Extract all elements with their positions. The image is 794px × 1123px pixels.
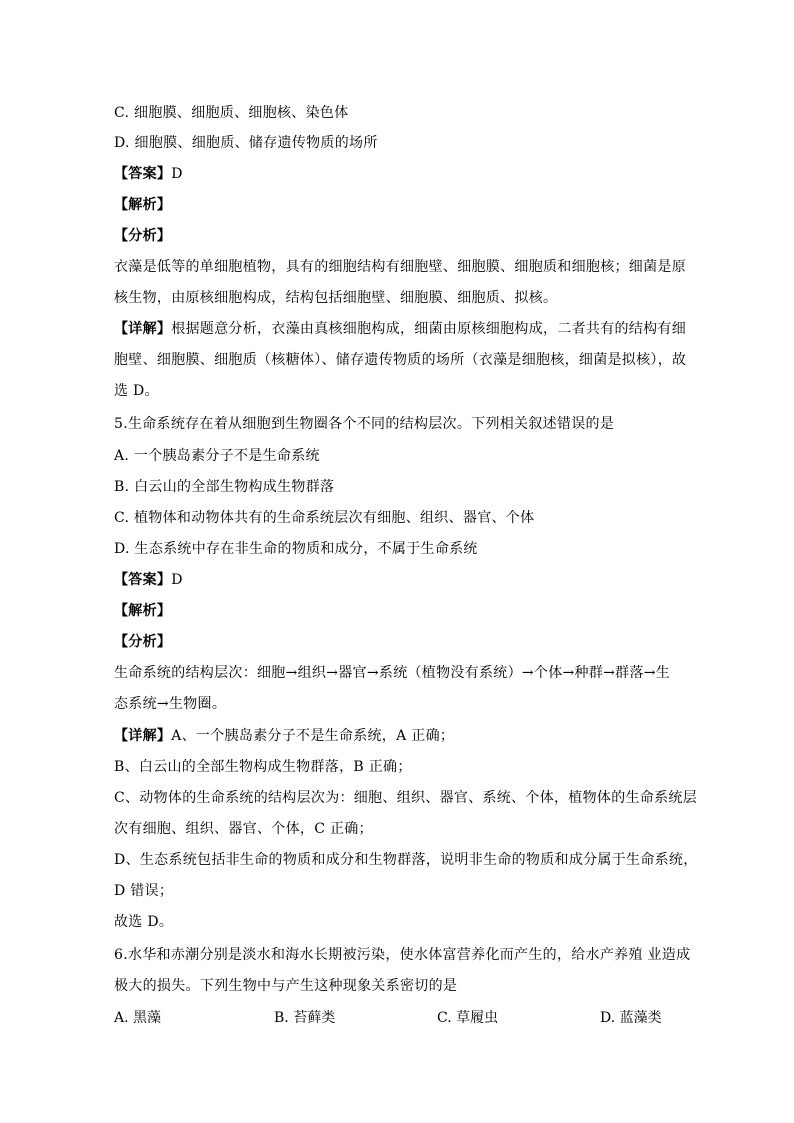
q5-stem: 5.生命系统存在着从细胞到生物圈各个不同的结构层次。下列相关叙述错误的是 (114, 416, 615, 432)
q6-option-c: C. 草履虫 (437, 1010, 499, 1026)
detail-text: 根据题意分析，衣藻由真核细胞构成，细菌由原核细胞构成，二者共有的结构有细 (171, 321, 687, 337)
q5-detail-d-line-2: D 错误； (114, 883, 174, 899)
q5-answer (114, 570, 694, 590)
q5-detail-b: B、白云山的全部生物构成生物群落，B 正确； (114, 759, 412, 775)
q6-stem-line-1: 6.水华和赤潮分别是淡水和海水长期被污染，使水体富营养化而产生的，给水产养殖 业造成 (114, 947, 691, 963)
q5-detail-c-line-2: 次有细胞、组织、器官、个体，C 正确； (114, 821, 373, 837)
q5-fenxi-tag: 【分析】 (114, 634, 172, 650)
q4-detail-line-3: 选 D。 (114, 383, 159, 399)
answer-tag: 【答案】 (114, 166, 172, 182)
q5-detail-a (114, 726, 694, 746)
q5-option-d: D. 生态系统中存在非生命的物质和成分，不属于生命系统 (114, 541, 478, 557)
q6-options-row (114, 1008, 694, 1028)
q4-jiexi-tag: 【解析】 (114, 197, 172, 213)
q5-conclusion: 故选 D。 (114, 914, 174, 930)
q6-option-d: D. 蓝藻类 (600, 1010, 662, 1026)
q5-detail-d-line-1: D、生态系统包括非生命的物质和成分和生物群落，说明非生命的物质和成分属于生命系统， (114, 852, 698, 868)
answer-value: D (171, 166, 183, 182)
q4-analysis-line-2: 核生物，由原核细胞构成，结构包括细胞壁、细胞膜、细胞质、拟核。 (114, 290, 558, 306)
detail-tag: 【详解】 (114, 321, 172, 337)
q4-detail-line-1 (114, 319, 694, 339)
q6-option-b: B. 苔藓类 (274, 1010, 336, 1026)
q5-analysis-line-1: 生命系统的结构层次：细胞→组织→器官→系统（植物没有系统）→个体→种群→群落→生 (114, 665, 671, 681)
q6-option-a: A. 黑藻 (114, 1010, 162, 1026)
q4-option-d: D. 细胞膜、细胞质、储存遗传物质的场所 (114, 135, 378, 151)
q5-analysis-line-2: 态系统→生物圈。 (114, 696, 227, 712)
q5-option-c: C. 植物体和动物体共有的生命系统层次有细胞、组织、器官、个体 (114, 510, 535, 526)
q5-jiexi-tag: 【解析】 (114, 603, 172, 619)
q4-answer (114, 164, 694, 184)
q4-option-c: C. 细胞膜、细胞质、细胞核、染色体 (114, 105, 349, 121)
detail-tag: 【详解】 (114, 728, 172, 744)
q5-detail-c-line-1: C、动物体的生命系统的结构层次为：细胞、组织、器官、系统、个体，植物体的生命系统层 (114, 790, 698, 806)
answer-value: D (171, 572, 183, 588)
detail-text: A、一个胰岛素分子不是生命系统，A 正确； (171, 728, 455, 744)
q5-option-a: A. 一个胰岛素分子不是生命系统 (114, 448, 320, 464)
answer-tag: 【答案】 (114, 572, 172, 588)
q5-option-b: B. 白云山的全部生物构成生物群落 (114, 479, 335, 495)
q4-analysis-line-1: 衣藻是低等的单细胞植物，具有的细胞结构有细胞壁、细胞膜、细胞质和细胞核；细菌是原 (114, 259, 686, 275)
q6-stem-line-2: 极大的损失。下列生物中与产生这种现象关系密切的是 (114, 978, 458, 994)
q4-detail-line-2: 胞壁、细胞膜、细胞质（核糖体）、储存遗传物质的场所（衣藻是细胞核，细菌是拟核），故 (114, 352, 687, 368)
q4-fenxi-tag: 【分析】 (114, 228, 172, 244)
